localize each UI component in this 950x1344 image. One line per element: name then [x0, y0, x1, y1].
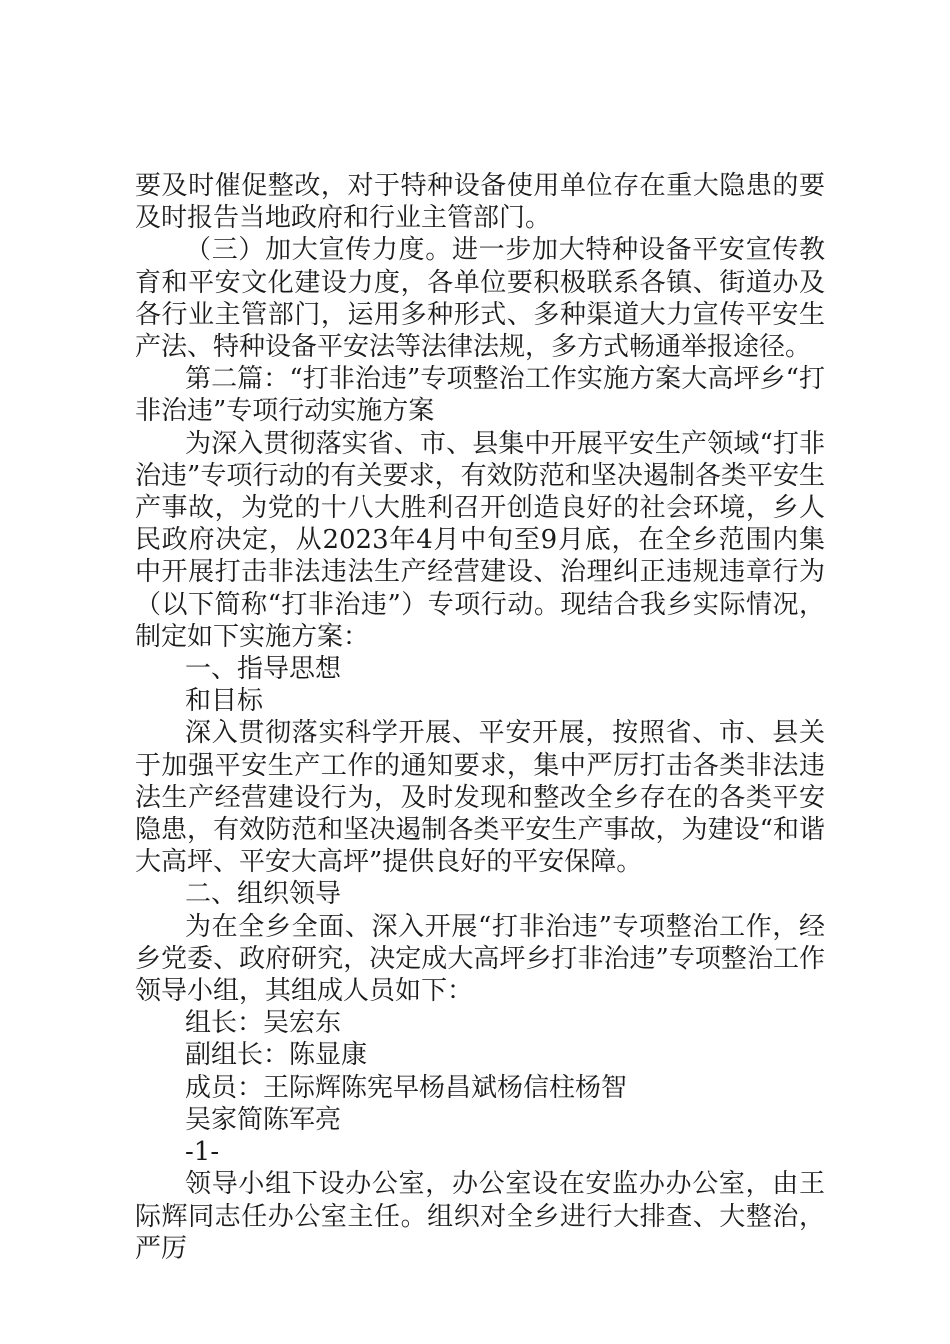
- paragraph-guiding: 深入贯彻落实科学开展、平安开展，按照省、市、县关于加强平安生产工作的通知要求，集中严厉打击各类非法违法生产经营建设行为，及时发现和整改全乡存在的各类平安隐患，有效防范和坚决遏制各类平安生产事故，为建设“和谐大高坪、平安大高坪”提供良好的平安保障。: [135, 718, 825, 878]
- paragraph-organization: 为在全乡全面、深入开展“打非治违”专项整治工作，经乡党委、政府研究，决定成大高坪乡打非治违”专项整治工作领导小组，其组成人员如下：: [135, 911, 825, 1007]
- leader-line: 组长：吴宏东: [185, 1008, 342, 1039]
- heading-objectives: 和目标: [185, 686, 264, 717]
- paragraph-office: 领导小组下设办公室，办公室设在安监办办公室，由王际辉同志任办公室主任。组织对全乡进行大排查、大整治，严厉: [135, 1169, 825, 1264]
- heading-guiding-thought: 一、指导思想: [185, 654, 342, 685]
- section-title-part-two: 第二篇：“打非治违”专项整治工作实施方案大高坪乡“打非治违”专项行动实施方案: [135, 364, 825, 427]
- paragraph-intro: 为深入贯彻落实省、市、县集中开展平安生产领域“打非治违”专项行动的有关要求，有效防范和坚决遏制各类平安生产事故，为党的十八大胜利召开创造良好的社会环境，乡人民政府决定，从2023年4月中旬至9月底，在全乡范围内集中开展打击非法违法生产经营建设、治理纠正违规违章行为（以下简称“打非治违”）专项行动。现结合我乡实际情况，制定如下实施方案：: [135, 428, 825, 652]
- deputy-leader-line: 副组长：陈显康: [185, 1040, 368, 1071]
- page-number: -1-: [185, 1137, 220, 1168]
- document-body: [135, 170, 825, 1265]
- members-line: 成员：王际辉陈宪早杨昌斌杨信柱杨智: [185, 1072, 628, 1103]
- heading-organization: 二、组织领导: [185, 879, 342, 910]
- paragraph-continuation: 要及时催促整改，对于特种设备使用单位存在重大隐患的要及时报告当地政府和行业主管部门。: [135, 171, 825, 234]
- members-line-continued: 吴家简陈军亮: [185, 1104, 342, 1135]
- paragraph-publicity: （三）加大宣传力度。进一步加大特种设备平安宣传教育和平安文化建设力度，各单位要积极联系各镇、街道办及各行业主管部门，运用多种形式、多种渠道大力宣传平安生产法、特种设备平安法等法律法规，多方式畅通举报途径。: [135, 235, 825, 363]
